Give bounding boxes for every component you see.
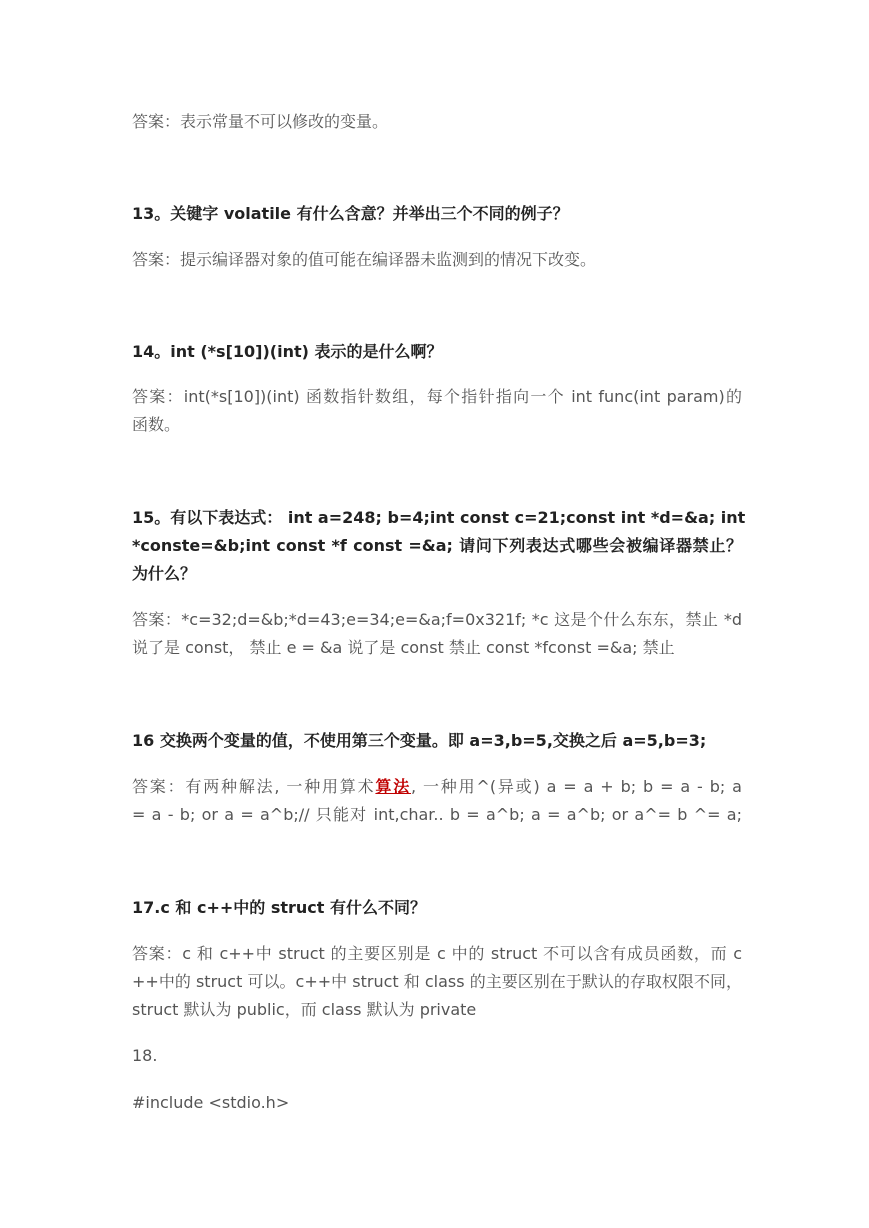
question-13: 13。关键字 volatile 有什么含意？并举出三个不同的例子？ [132, 204, 569, 223]
question-15-line-2: *conste=&b;int const *f const =&a; 请问下列表达式哪些会被编译器禁止？ [132, 536, 742, 555]
question-15-line-1: 15。有以下表达式： int a=248; b=4;int const c=21;const int *d=&a; int [132, 508, 746, 527]
answer-14-line-2: 函数。 [132, 415, 181, 434]
question-18-number: 18. [132, 1046, 158, 1065]
answer-16-text-b: , 一种用^(异或) a = a + b; b = a - b; a [411, 777, 742, 796]
answer-16-line-1 [132, 773, 742, 801]
answer-15-line-1: 答案：*c=32;d=&b;*d=43;e=34;e=&a;f=0x321f; *c 这是个什么东东，禁止 *d [132, 610, 742, 629]
question-14: 14。int (*s[10])(int) 表示的是什么啊？ [132, 342, 443, 361]
question-16: 16 交换两个变量的值，不使用第三个变量。即 a=3,b=5,交换之后 a=5,b=3; [132, 731, 707, 750]
code-include-line: #include <stdio.h> [132, 1093, 290, 1112]
answer-17-line-3: struct 默认为 public，而 class 默认为 private [132, 1000, 477, 1019]
answer-15-line-2: 说了是 const， 禁止 e = &a 说了是 const 禁止 const *fconst =&a; 禁止 [132, 638, 675, 657]
answer-13: 答案：提示编译器对象的值可能在编译器未监测到的情况下改变。 [132, 250, 597, 269]
answer-16-text-a: 答案：有两种解法, 一种用算术 [132, 777, 376, 796]
answer-14-line-1: 答案：int(*s[10])(int) 函数指针数组，每个指针指向一个 int func(int param)的 [132, 387, 742, 406]
answer-12: 答案：表示常量不可以修改的变量。 [132, 112, 389, 131]
question-17: 17.c 和 c++中的 struct 有什么不同？ [132, 898, 426, 917]
answer-16-line-2: = a - b; or a = a^b;// 只能对 int,char.. b = a^b; a = a^b; or a^= b ^= a; [132, 805, 742, 824]
algorithm-link[interactable]: 算法 [375, 777, 412, 796]
question-15-line-3: 为什么？ [132, 564, 197, 583]
answer-17-line-2: ++中的 struct 可以。c++中 struct 和 class 的主要区别在于默认的存取权限不同， [132, 972, 742, 991]
answer-17-line-1: 答案：c 和 c++中 struct 的主要区别是 c 中的 struct 不可以含有成员函数，而 c [132, 944, 742, 963]
